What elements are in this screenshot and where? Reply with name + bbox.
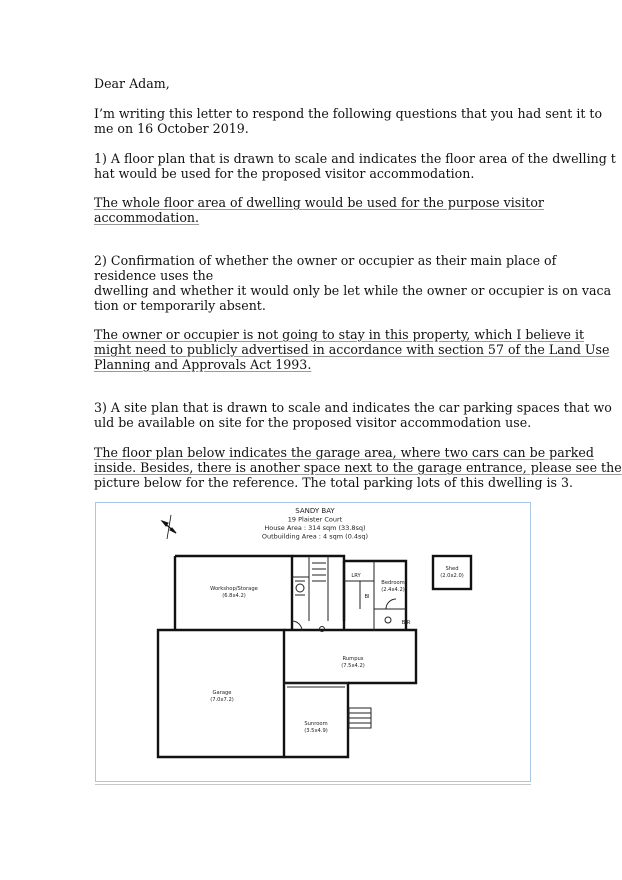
answer-2-line-1: The owner or occupier is not going to stay in this property, which I believe it	[94, 327, 585, 342]
room-shed-size: (2.0x2.0)	[440, 573, 464, 579]
question-1-line-1: 1) A floor plan that is drawn to scale and indicates the floor area of the dwelling t	[94, 151, 616, 166]
room-garage-size: (7.0x7.2)	[210, 697, 234, 703]
question-2-line-4: tion or temporarily absent.	[94, 298, 266, 313]
intro-line-2: me on 16 October 2019.	[94, 121, 249, 136]
plan-outbuilding-area: Outbuilding Area : 4 sqm (0.4sq)	[261, 532, 369, 541]
wall-sunroom	[284, 683, 348, 757]
room-workshop-name: Workshop/Storage	[210, 586, 258, 592]
question-2-line-2: residence uses the	[94, 268, 214, 283]
salutation: Dear Adam,	[94, 76, 170, 91]
answer-1-line-1: The whole floor area of dwelling would be used for the purpose visitor	[94, 195, 544, 210]
room-rumpus-size: (7.5x4.2)	[341, 663, 365, 669]
plan-address: 19 Plaister Court	[287, 515, 343, 524]
question-3-line-1: 3) A site plan that is drawn to scale and indicates the car parking spaces that wo	[94, 400, 612, 415]
question-3-line-2: uld be available on site for the proposed visitor accommodation use.	[94, 415, 532, 430]
answer-2-line-3: Planning and Approvals Act 1993.	[94, 357, 312, 372]
room-bedroom-size: (2.4x4.2)	[381, 587, 405, 593]
wall-hall	[292, 556, 344, 621]
north-arrow-icon	[162, 515, 176, 539]
room-bi-name: BI	[364, 594, 370, 600]
question-2-line-1: 2) Confirmation of whether the owner or occupier as their main place of	[94, 253, 557, 268]
room-lry-name: LRY	[351, 573, 361, 579]
floor-plan	[95, 502, 531, 782]
question-1-line-2: hat would be used for the proposed visitor accommodation.	[94, 166, 475, 181]
room-bedroom-name: Bedroom	[381, 580, 405, 586]
plan-bottom-rule	[95, 784, 531, 785]
answer-3-line-3: picture below for the reference. The total parking lots of this dwelling is 3.	[94, 475, 574, 490]
answer-1-line-2: accommodation.	[94, 210, 200, 225]
room-workshop-size: (6.8x4.2)	[222, 593, 246, 599]
question-2-line-3: dwelling and whether it would only be let while the owner or occupier is on vaca	[94, 283, 612, 298]
room-sunroom-size: (3.5x4.9)	[304, 728, 328, 734]
room-bir-name: BIR	[401, 620, 411, 626]
wall-bedroom	[344, 561, 406, 631]
intro-line-1: I’m writing this letter to respond the following questions that you had sent it to	[94, 106, 603, 121]
room-rumpus-name: Rumpus	[342, 656, 364, 662]
plan-suburb: SANDY BAY	[295, 507, 335, 515]
floor-plan-drawing	[96, 503, 532, 783]
room-sunroom-name: Sunroom	[304, 721, 328, 727]
plan-house-area: House Area : 314 sqm (33.8sq)	[264, 524, 366, 532]
room-garage-name: Garage	[212, 690, 232, 696]
answer-3-line-1: The floor plan below indicates the garage area, where two cars can be parked	[94, 445, 594, 460]
answer-3-line-2: inside. Besides, there is another space next to the garage entrance, please see the	[94, 460, 622, 475]
answer-2-line-2: might need to publicly advertised in accordance with section 57 of the Land Use	[94, 342, 610, 357]
room-shed-name: Shed	[445, 566, 459, 572]
